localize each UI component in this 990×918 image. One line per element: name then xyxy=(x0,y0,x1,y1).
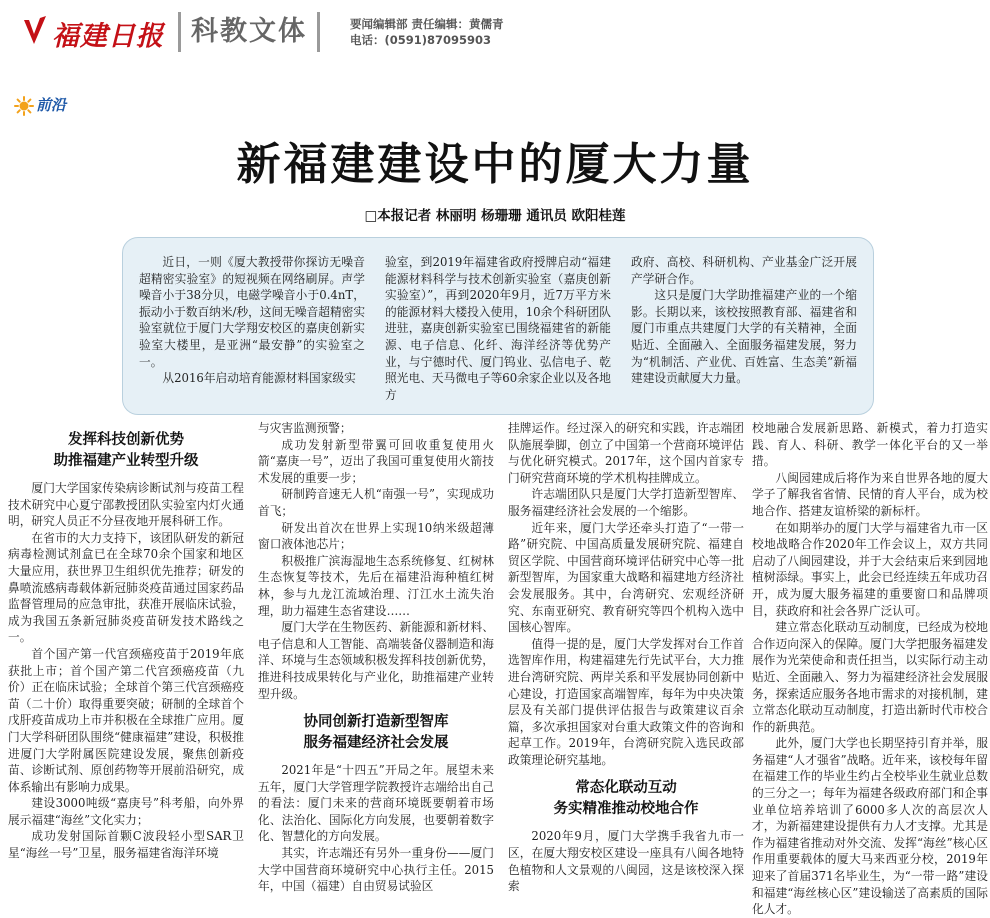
body-paragraph: 在省市的大力支持下，该团队研发的新冠病毒检测试剂盒已在全球70余个国家和地区大量应用，获世界卫生组织优先推荐；研发的鼻喷流感病毒载体新冠肺炎疫苗通过国家药品监督管理局的应急审批，获准开展临床试验，成为我国五条新冠肺炎疫苗研发技术路线之一。 xyxy=(8,530,244,645)
body-paragraph: 2020年9月，厦门大学携手我省九市一区，在厦大翔安校区建设一座具有八闽各地特色植物和人文景观的八闽园，这是该校深入探索 xyxy=(508,829,744,894)
subhead-line-1: 发挥科技创新优势 xyxy=(68,432,184,448)
section-subhead xyxy=(8,430,244,472)
body-paragraph: 近年来，厦门大学还牵头打造了“一带一路”研究院、中国高质量发展研究院、福建自贸区学院、中国营商环境评估研究中心等一批新型智库，为国家重大战略和福建地方经济社会发展服务。其中，台湾研究、宏观经济研究、东南亚研究、教育研究等四个机构入选中国核心智库。 xyxy=(508,520,744,635)
subhead-line-1: 协同创新打造新型智库 xyxy=(303,714,449,731)
body-paragraph: 成功发射国际首颗C波段轻小型SAR卫星“海丝一号”卫星，服务福建省海洋环境 xyxy=(8,829,244,861)
subhead-line-2: 助推福建产业转型升级 xyxy=(53,453,199,469)
body-paragraph: 成功发射新型带翼可回收重复使用火箭“嘉庚一号”，迈出了我国可重复使用火箭技术发展的重要一步； xyxy=(258,437,494,485)
body-column-3 xyxy=(508,420,744,895)
body-paragraph: 此外，厦门大学也长期坚持引育并举，服务福建“人才强省”战略。近年来，该校每年留在福建工作的毕业生约占全校毕业生就业总数的三分之一；每年为福建各级政府部门和企事业单位培养培训了6000多人次的高层次人才，为新福建建设提供有力人才支撑。尤其是作为福建省推动对外交流、发挥“海丝”核心区作用重要载体的厦大马来西亚分校，2019年迎来了首届371名毕业生，为“一带一路”建设和福建“海丝核心区”建设输送了高素质的国际化人才。 xyxy=(752,736,988,917)
column-tag-label: 前沿 xyxy=(36,96,67,114)
intro-paragraph: 从2016年启动培育能源材料国家级实 xyxy=(162,371,356,386)
intro-column-3 xyxy=(631,254,857,387)
body-paragraph: 厦门大学国家传染病诊断试剂与疫苗工程技术研究中心夏宁邵教授团队实验室内灯火通明，研究人员正不分昼夜地开展科研工作。 xyxy=(8,481,244,529)
intro-paragraph: 近日，一则《厦大教授带你探访无噪音超精密实验室》的短视频在网络刷屏。声学噪音小于38分贝，电磁学噪音小于0.4nT，振动小于数百纳米/秒，这间无噪音超精密实验室就位于厦门大学翔安校区的嘉庚创新实验室大楼里，是亚洲“最安静”的实验室之一。 xyxy=(139,255,366,369)
sun-flower-icon xyxy=(14,96,34,116)
body-paragraph: 与灾害监测预警； xyxy=(258,421,352,435)
phone-line: 电话：(0591)87095903 xyxy=(350,33,492,47)
section-subhead xyxy=(508,778,744,820)
section-title: 科教文体 xyxy=(178,12,320,52)
body-paragraph: 八闽园建成后将作为来自世界各地的厦大学子了解我省省情、民情的育人平台，成为校地合作、搭建友谊桥梁的新标杆。 xyxy=(752,470,988,518)
body-column-1 xyxy=(8,420,244,862)
section-subhead xyxy=(258,712,494,754)
newspaper-name: 福建日报 xyxy=(52,21,164,52)
body-paragraph: 2021年是“十四五”开局之年。展望未来五年，厦门大学管理学院教授许志端给出自己的看法：厦门未来的营商环境既要朝着市场化、法治化、国际化方向发展，也要朝着数字化、智慧化的方向发展。 xyxy=(258,763,494,844)
intro-column-2 xyxy=(385,254,611,403)
intro-column-1 xyxy=(139,254,365,387)
newspaper-logo-icon xyxy=(22,14,48,48)
subhead-line-1: 常态化联动互动 xyxy=(575,780,677,797)
body-paragraph: 厦门大学在生物医药、新能源和新材料、电子信息和人工智能、高端装备仪器制造和海洋、环境与生态领域积极发挥科技创新优势，推进科技成果转化与产业化，助推福建产业转型升级。 xyxy=(258,620,494,701)
body-paragraph: 值得一提的是，厦门大学发挥对台工作首选智库作用，构建福建先行先试平台，大力推进台湾研究院、两岸关系和平发展协同创新中心建设，打造国家高端智库，每年为中央决策层及有关部门提供评估报告与政策建议百余篇，多次承担国家对台重大政策文件的咨询和起草工作。2019年，台湾研究院入选民政部政策理论研究基地。 xyxy=(508,636,744,767)
intro-paragraph: 这只是厦门大学助推福建产业的一个缩影。长期以来，该校按照教育部、福建省和厦门市重点共建厦门大学的有关精神，全面贴近、全面融入、全面服务福建发展，努力为“机制活、产业优、百姓富、生态美”新福建建设贡献厦大力量。 xyxy=(631,288,857,386)
intro-paragraph: 验室，到2019年福建省政府授牌启动“福建能源材料科学与技术创新实验室（嘉庚创新实验室）”，再到2020年9月，近7万平方米的能源材料大楼投入使用，10余个科研团队进驻，嘉庚创新实验室已围绕福建省的新能源、电子信息、化纤、海洋经济等优势产业，与宁德时代、厦门钨业、弘信电子、乾照光电、天马微电子等60余家企业以及各地方 xyxy=(385,255,611,402)
body-paragraph: 许志端团队只是厦门大学打造新型智库、服务福建经济社会发展的一个缩影。 xyxy=(508,487,744,518)
body-column-2 xyxy=(258,420,494,895)
body-paragraph: 在如期举办的厦门大学与福建省九市一区校地战略合作2020年工作会议上，双方共同启动了八闽园建设，并于大会结束后来到园地植树添绿。事实上，此会已经连续五年成功召开，成为厦大服务福建的重要窗口和品牌项目，获政府和社会各界广泛认可。 xyxy=(752,520,988,618)
body-paragraph: 首个国产第一代宫颈癌疫苗于2019年底获批上市；首个国产第二代宫颈癌疫苗（九价）正在临床试验；全球首个第三代宫颈癌疫苗（二十价）取得重要突破；研制的全球首个戊肝疫苗成功上市并积极在全球推广应用。厦门大学科研团队围绕“健康福建”建设，积极推进厦门大学附属医院建设发展，聚焦创新疫苗、诊断试剂、原创药物等开展前沿研究，成体系输出有影响力成果。 xyxy=(8,646,244,794)
body-column-4 xyxy=(752,420,988,918)
article-byline: □本报记者 林丽明 杨珊珊 通讯员 欧阳桂莲 xyxy=(364,208,626,224)
body-paragraph: 积极推广滨海湿地生态系统修复、红树林生态恢复等技术，先后在福建沿海种植红树林，参与九龙江流域治理、汀江水土流失治理，助力福建生态省建设…… xyxy=(258,553,494,618)
body-paragraph: 挂牌运作。经过深入的研究和实践，许志端团队施展拳脚，创立了中国第一个营商环境评估与优化研究模式。2017年，这个国内首家专门研究营商环境的学术机构挂牌成立。 xyxy=(508,421,744,485)
intro-panel xyxy=(122,237,874,415)
subhead-line-2: 务实精准推动校地合作 xyxy=(553,801,699,818)
subhead-line-2: 服务福建经济社会发展 xyxy=(303,735,449,752)
body-paragraph: 校地融合发展新思路、新模式，着力打造实践、育人、科研、教学一体化平台的又一举措。 xyxy=(752,421,988,469)
masthead xyxy=(0,0,990,60)
body-paragraph: 建立常态化联动互动制度，已经成为校地合作迈向深入的保障。厦门大学把服务福建发展作为光荣使命和责任担当，以实际行动主动贴近、全面融入、努力为福建经济社会发展服务，探索适应服务各地市需求的对接机制，建立常态化联动互动制度，打造出新时代市校合作的新典范。 xyxy=(752,620,988,734)
body-paragraph: 研发出首次在世界上实现10纳米级超薄窗口液体池芯片； xyxy=(258,520,494,552)
article-headline: 新福建建设中的厦大力量 xyxy=(236,139,754,190)
body-paragraph: 建设3000吨级“嘉庚号”科考船，向外界展示福建“海丝”文化实力； xyxy=(8,796,244,827)
editor-line: 要闻编辑部 责任编辑：黄儒青 xyxy=(350,17,504,31)
body-paragraph: 研制跨音速无人机“南强一号”，实现成功首飞； xyxy=(258,487,494,518)
editor-credits xyxy=(350,16,504,48)
intro-paragraph: 政府、高校、科研机构、产业基金广泛开展产学研合作。 xyxy=(631,255,857,286)
body-paragraph: 其实，许志端还有另外一重身份——厦门大学中国营商环境研究中心执行主任。2015年，中国（福建）自由贸易试验区 xyxy=(258,846,494,894)
